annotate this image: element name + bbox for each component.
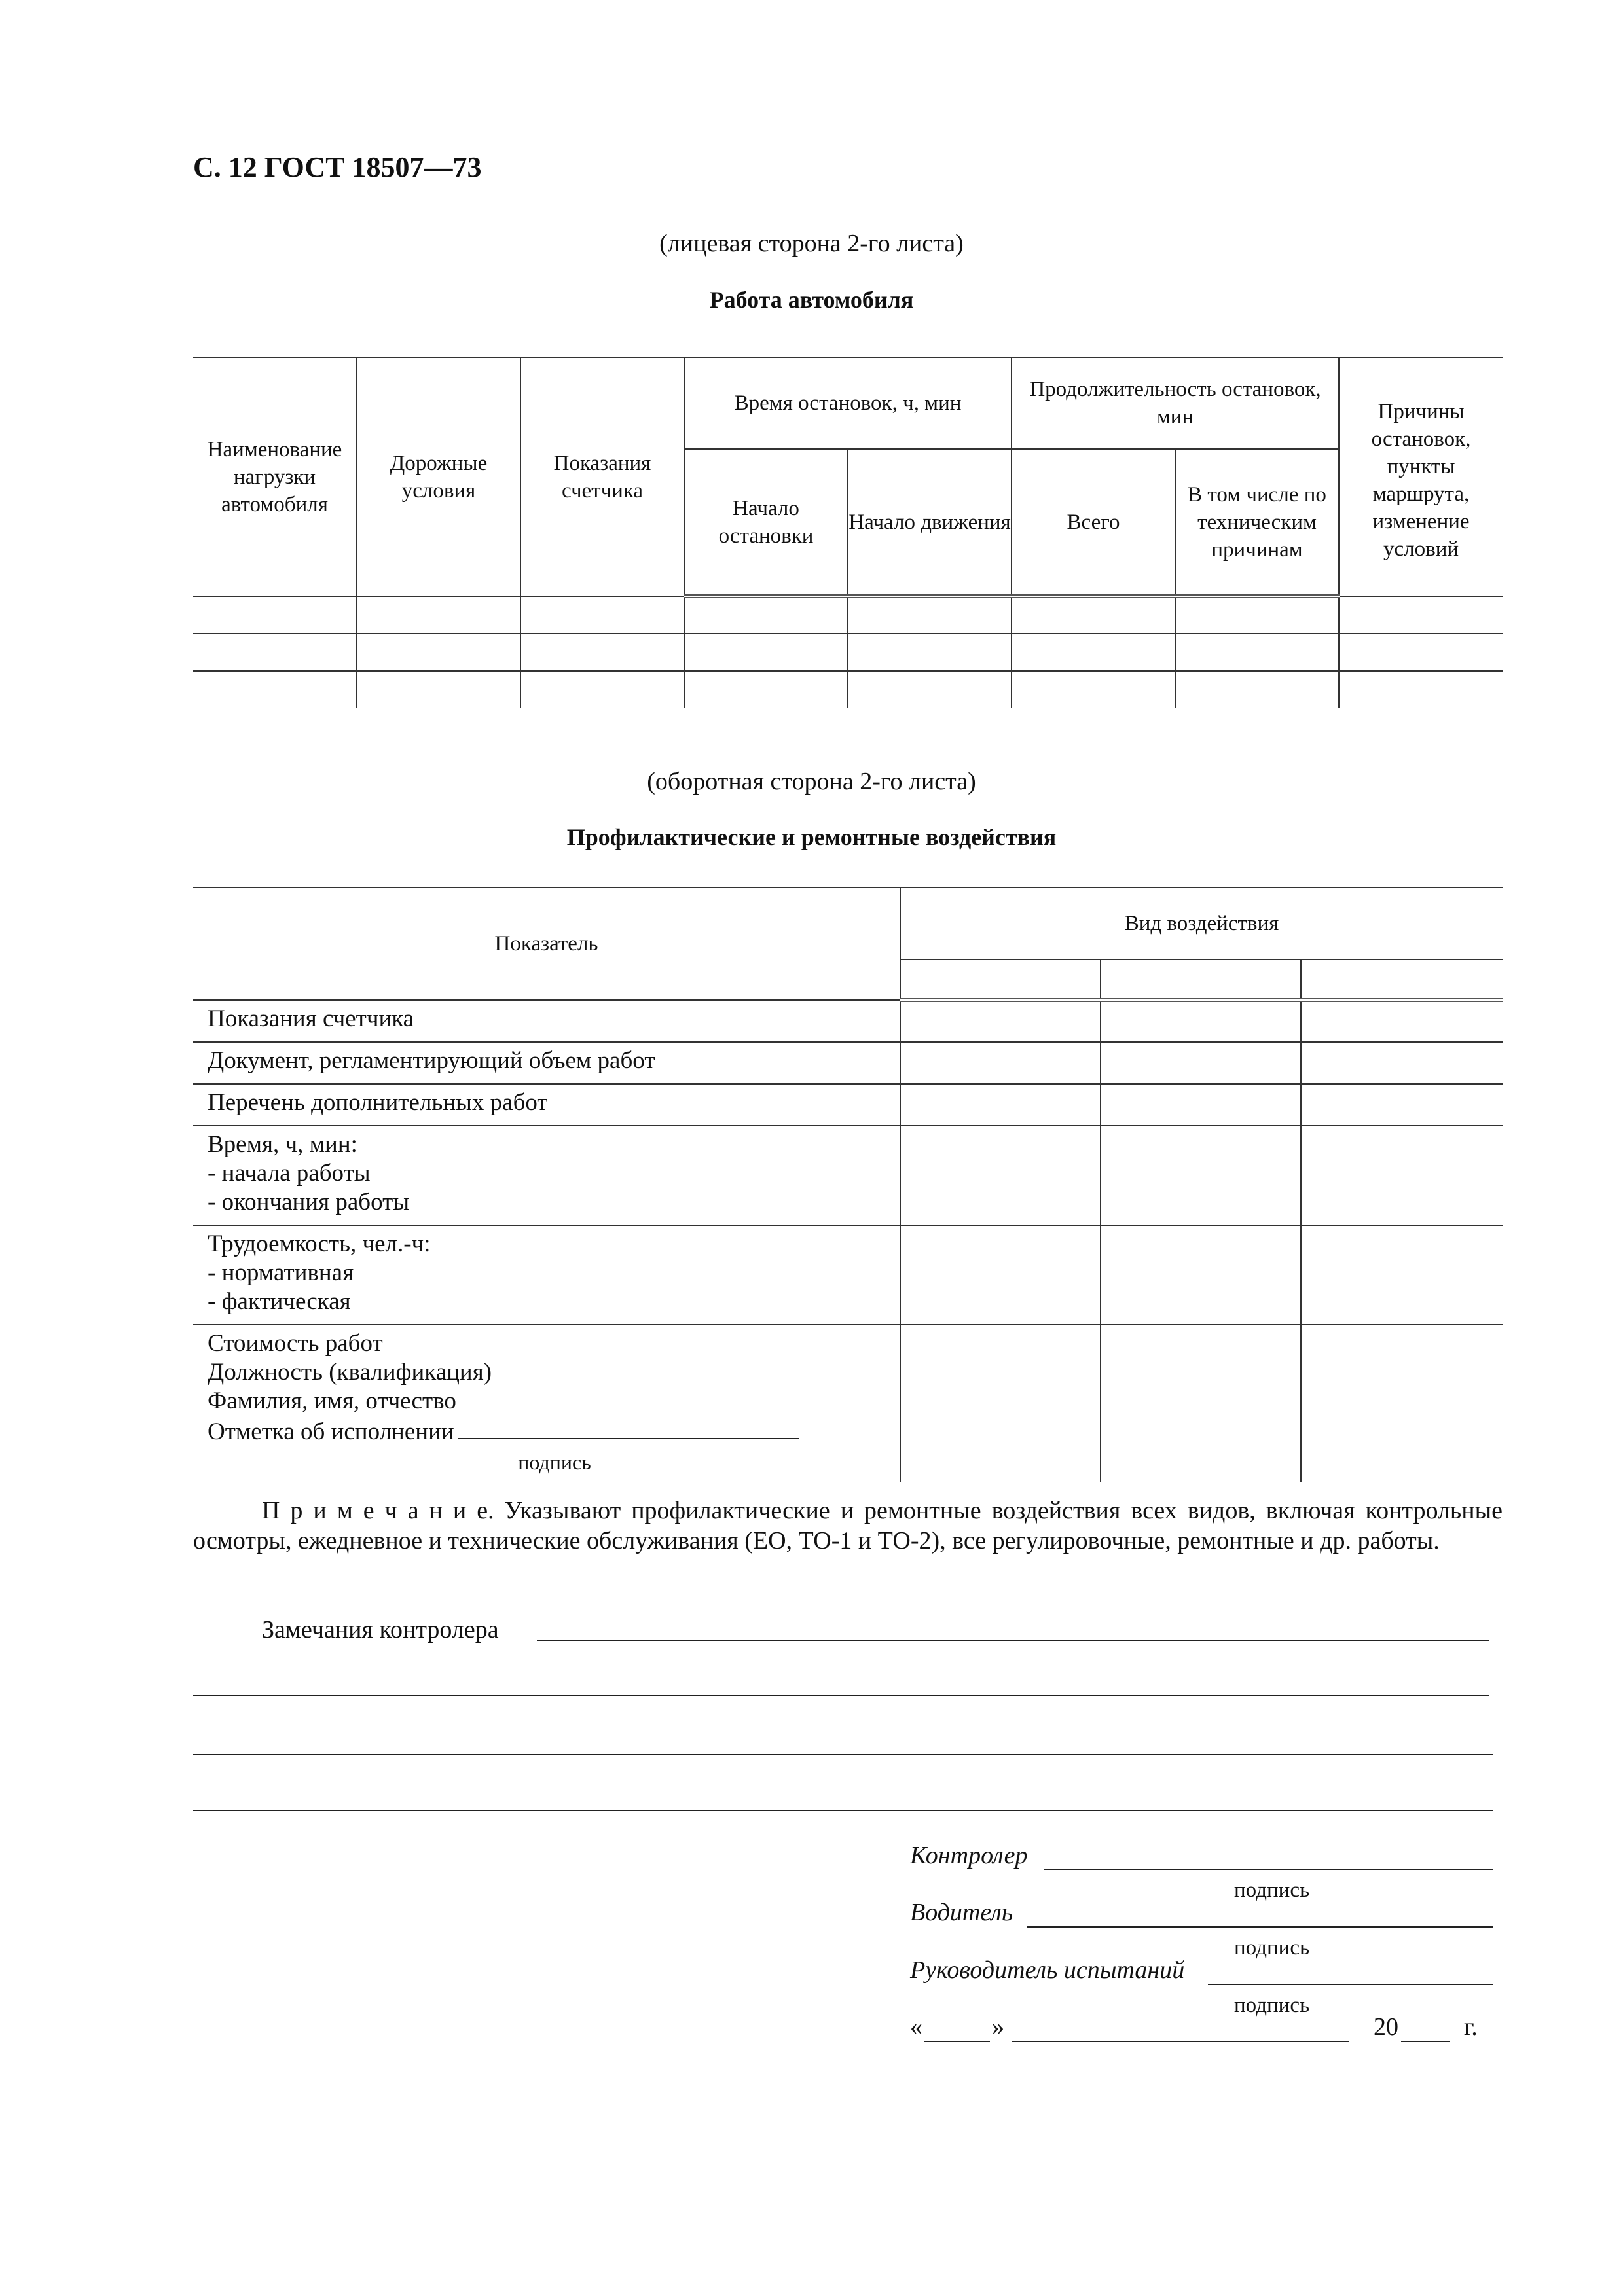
- row-counter: Показания счетчика: [193, 1000, 900, 1042]
- labor-fact: - фактическая: [208, 1288, 351, 1315]
- section1-title: Работа автомобиля: [709, 287, 914, 313]
- driver-signature-line[interactable]: [1027, 1926, 1493, 1928]
- section1-subtitle: (лицевая сторона 2-го листа): [659, 230, 964, 257]
- note-paragraph: [193, 1496, 1503, 1556]
- date-close-quote: »: [992, 2013, 1004, 2041]
- labor-norm: - нормативная: [208, 1259, 354, 1286]
- col-stop-time: Время остановок, ч, мин: [684, 357, 1012, 449]
- note-text: Указывают профилактические и ремонтные воздействия всех видов, включая контрольные осмотры, ежедневное и технические обслуживания (ЕО, ТО-1 и ТО-2), все регулировочные, ремонтные и др. работы.: [193, 1497, 1503, 1554]
- signature-caption: подпись: [518, 1450, 591, 1474]
- year-line[interactable]: [1401, 2041, 1450, 2042]
- position-label: Должность (квалификация): [208, 1359, 492, 1386]
- col-stop-start: Начало остановки: [684, 449, 848, 596]
- col-road-conditions: Дорожные условия: [357, 357, 520, 596]
- remarks-line-4[interactable]: [193, 1810, 1493, 1811]
- driver-label: Водитель: [910, 1899, 1013, 1926]
- maintenance-table: [193, 887, 1503, 1482]
- row-document: Документ, регламентирующий объем работ: [193, 1042, 900, 1084]
- col-duration: Продолжительность остановок, мин: [1012, 357, 1339, 449]
- time-title: Время, ч, мин:: [208, 1131, 357, 1158]
- section2-subtitle: (оборотная сторона 2-го листа): [647, 768, 976, 795]
- remarks-line-3[interactable]: [193, 1754, 1493, 1755]
- table-row: [193, 634, 1503, 671]
- table-row: [193, 1000, 1503, 1042]
- col-counter: Показания счетчика: [520, 357, 684, 596]
- row-labor: [193, 1225, 900, 1325]
- col-total: Всего: [1012, 449, 1175, 596]
- col-move-start: Начало движения: [848, 449, 1012, 596]
- table-row: [193, 596, 1503, 634]
- col-load-name: Наименование нагрузки автомобиля: [193, 357, 357, 596]
- time-start: - начала работы: [208, 1160, 371, 1187]
- completion-signature-line[interactable]: [458, 1416, 799, 1439]
- completion-mark: Отметка об исполнении: [208, 1416, 900, 1446]
- time-end: - окончания работы: [208, 1189, 410, 1215]
- test-head-signature-line[interactable]: [1208, 1984, 1493, 1985]
- section2-title: Профилактические и ремонтные воздействия: [566, 824, 1057, 850]
- labor-title: Трудоемкость, чел.-ч:: [208, 1230, 431, 1257]
- table-row: [193, 1325, 1503, 1482]
- date-month-line[interactable]: [1012, 2041, 1349, 2042]
- test-head-signature-caption: подпись: [1234, 1994, 1310, 2017]
- table-row: [193, 1225, 1503, 1325]
- row-time: [193, 1126, 900, 1225]
- year-prefix: 20: [1374, 2013, 1398, 2041]
- row-cost-signoff: [193, 1325, 900, 1482]
- driver-signature-caption: подпись: [1234, 1936, 1310, 1960]
- table-row: [193, 1126, 1503, 1225]
- remarks-line-2[interactable]: [193, 1695, 1489, 1696]
- col-reasons: Причины остановок, пункты маршрута, изменение условий: [1339, 357, 1503, 596]
- note-label: П р и м е ч а н и е.: [262, 1497, 494, 1524]
- col-impact-type: Вид воздействия: [900, 888, 1503, 960]
- year-suffix: г.: [1464, 2013, 1478, 2041]
- row-extra-works: Перечень дополнительных работ: [193, 1084, 900, 1126]
- date-day-line[interactable]: [924, 2041, 990, 2042]
- table-row: [193, 1084, 1503, 1126]
- controller-label: Контролер: [910, 1842, 1028, 1869]
- date-open-quote: «: [910, 2013, 922, 2041]
- test-head-label: Руководитель испытаний: [910, 1956, 1185, 1984]
- controller-signature-caption: подпись: [1234, 1878, 1310, 1902]
- remarks-line-1[interactable]: [537, 1640, 1489, 1641]
- controller-signature-line[interactable]: [1044, 1869, 1493, 1870]
- table-row: [193, 1042, 1503, 1084]
- cost-label: Стоимость работ: [208, 1330, 383, 1357]
- controller-remarks-label: Замечания контролера: [262, 1616, 499, 1643]
- page-header: С. 12 ГОСТ 18507—73: [193, 151, 482, 183]
- col-indicator: Показатель: [193, 888, 900, 1000]
- name-label: Фамилия, имя, отчество: [208, 1388, 456, 1414]
- col-technical: В том числе по техническим причинам: [1175, 449, 1339, 596]
- table-row: [193, 671, 1503, 708]
- vehicle-work-table: [193, 357, 1503, 708]
